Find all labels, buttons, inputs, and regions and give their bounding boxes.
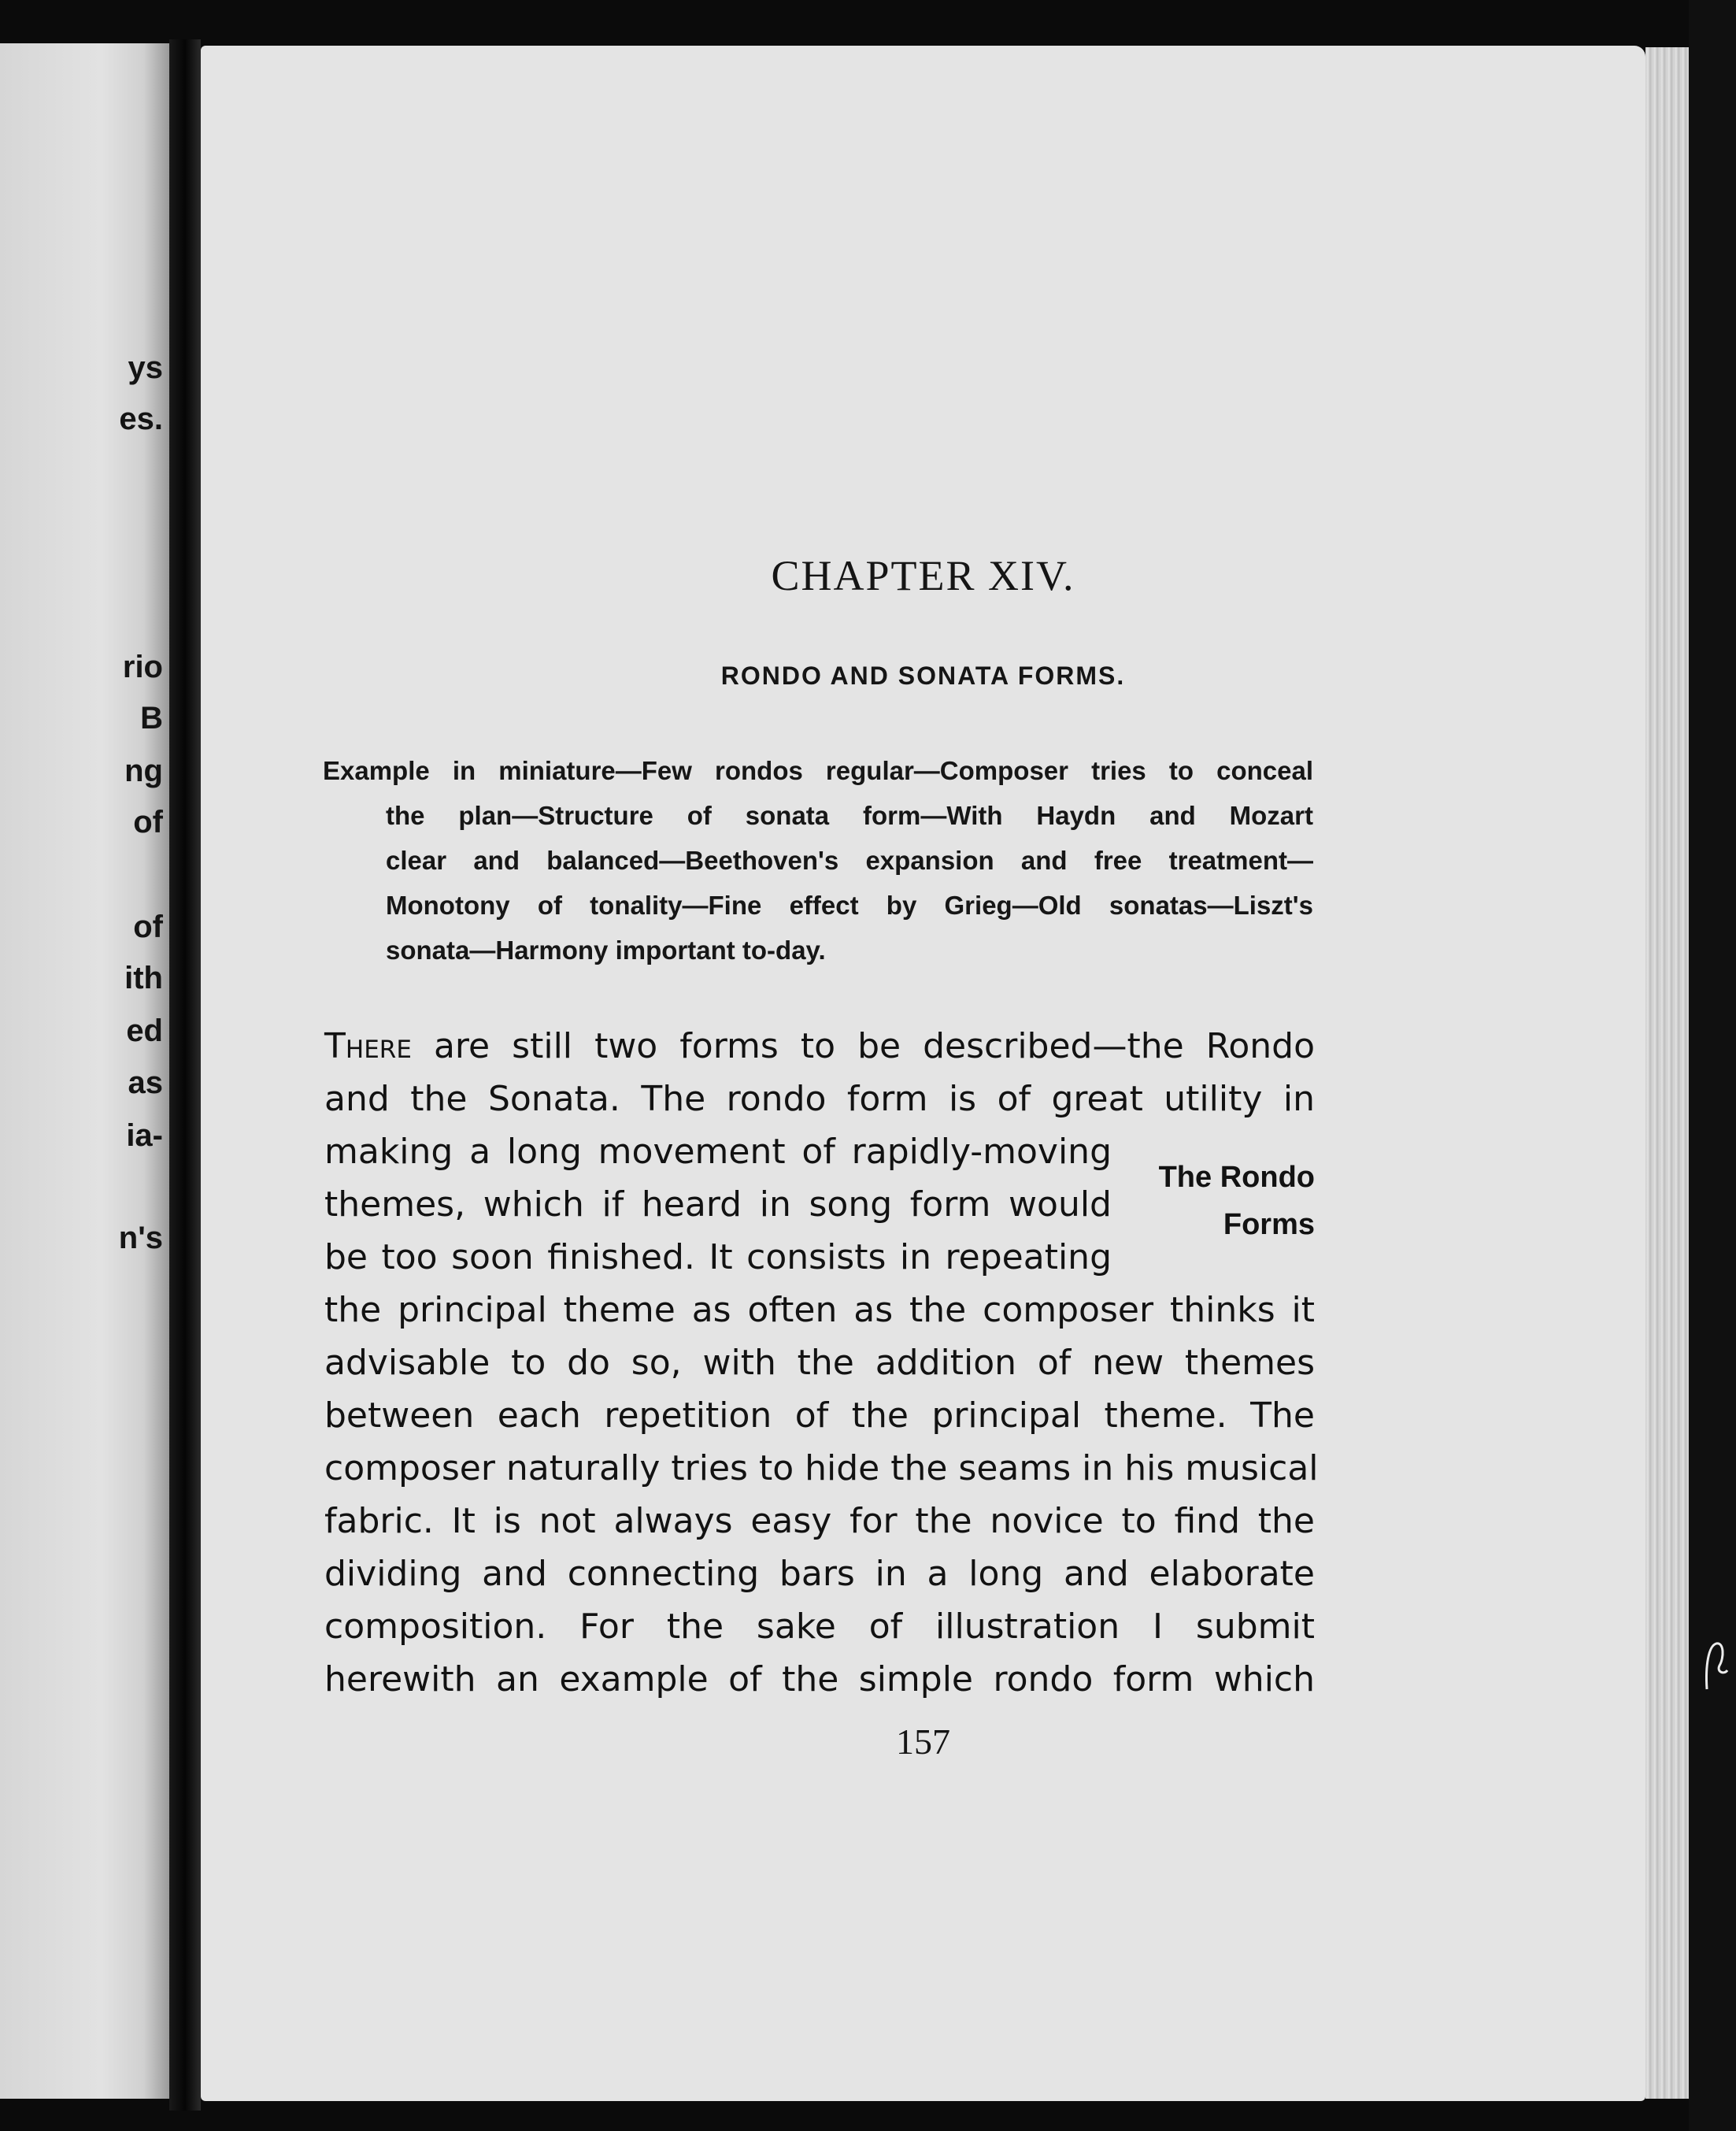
previous-page-fragment: n's [118, 1221, 163, 1255]
margin-note-line: The Rondo [1158, 1161, 1315, 1194]
page-number: 157 [896, 1721, 950, 1762]
page-mark [1701, 1634, 1732, 1697]
previous-page-fragment: of [133, 910, 163, 944]
previous-page-fragment: as [128, 1066, 163, 1100]
body-line: composer naturally tries to hide the seams in his musical [324, 1448, 1319, 1488]
body-line: the principal theme as often as the composer thinks it [324, 1290, 1315, 1330]
synopsis-line: Example in miniature—Few rondos regular—Composer tries to conceal [323, 756, 1313, 785]
previous-page-fragment: ia- [126, 1118, 163, 1153]
previous-page-fragment: rio [122, 650, 163, 684]
margin-note-line: Forms [1223, 1208, 1315, 1241]
body-line: herewith an example of the simple rondo form which [324, 1659, 1315, 1699]
body-line: making a long movement of rapidly-moving [324, 1132, 1112, 1172]
lead-word: There [324, 1026, 412, 1066]
previous-page-fragment: es. [119, 402, 163, 436]
synopsis-line: the plan—Structure of sonata form—With Haydn and Mozart [386, 801, 1313, 830]
synopsis-line: Monotony of tonality—Fine effect by Grieg—Old sonatas—Liszt's [386, 891, 1313, 920]
body-line: and the Sonata. The rondo form is of great utility in [324, 1079, 1315, 1119]
previous-page-fragment: ed [126, 1014, 163, 1048]
margin-note [1118, 1154, 1315, 1248]
body-text [324, 1020, 1319, 1706]
synopsis-line: clear and balanced—Beethoven's expansion and free treatment— [386, 846, 1313, 875]
book-gutter [169, 39, 201, 2111]
chapter-heading: CHAPTER XIV. [771, 552, 1075, 599]
chapter-title: RONDO AND SONATA FORMS. [720, 662, 1126, 690]
body-line: composition. For the sake of illustration I submit [324, 1607, 1315, 1647]
previous-page-fragment: of [133, 805, 163, 839]
previous-page-fragment: ng [124, 754, 163, 788]
body-line-text: are still two forms to be described—the Rondo [411, 1026, 1315, 1066]
body-line [324, 1020, 1315, 1073]
previous-page-fragment: B [140, 701, 163, 736]
body-line: between each repetition of the principal theme. The [324, 1395, 1315, 1436]
body-line: themes, which if heard in song form would [324, 1184, 1112, 1225]
synopsis-line: sonata—Harmony important to-day. [386, 936, 826, 965]
previous-page-fragment: ith [124, 961, 163, 995]
body-line: be too soon finished. It consists in repeating [324, 1237, 1112, 1277]
body-line: fabric. It is not always easy for the novice to find the [324, 1501, 1315, 1541]
previous-page-fragment: ys [128, 350, 163, 385]
body-line: dividing and connecting bars in a long and elaborate [324, 1554, 1315, 1594]
page-edge [1645, 47, 1689, 2099]
previous-page [0, 43, 169, 2099]
chapter-synopsis [323, 748, 1313, 973]
body-line: advisable to do so, with the addition of new themes [324, 1343, 1315, 1383]
scan-border [1689, 0, 1736, 2131]
